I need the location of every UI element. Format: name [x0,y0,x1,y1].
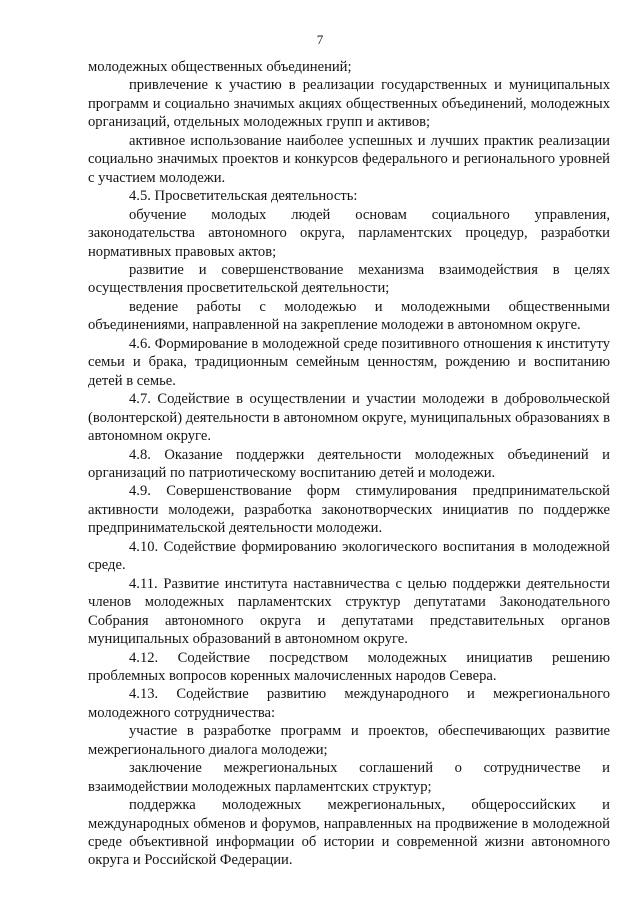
paragraph: поддержка молодежных межрегиональных, общероссийских и международных обменов и форумов, направленных на продвижение в молодежной среде объективной информации об истории и современной жизни автономного округа и Российской Федерации. [88,797,610,869]
page-number: 7 [316,32,324,47]
paragraph: 4.13. Содействие развитию международного и межрегионального молодежного сотрудничества: [88,686,610,721]
paragraph: развитие и совершенствование механизма взаимодействия в целях осуществления просветительской деятельности; [88,261,610,297]
paragraph: 4.12. Содействие посредством молодежных инициатив решению проблемных вопросов коренных малочисленных народов Севера. [88,649,610,684]
document-body [88,58,610,870]
paragraph: ведение работы с молодежью и молодежными общественными объединениями, направленной на закрепление молодежи в автономном округе. [88,298,610,334]
paragraph: 4.7. Содействие в осуществлении и участии молодежи в добровольческой (волонтерской) деятельности в автономном округе, муниципальных образованиях в автономном округе. [88,391,610,445]
paragraph: заключение межрегиональных соглашений о сотрудничестве и взаимодействии молодежных парламентских структур; [88,760,610,795]
paragraph: 4.9. Совершенствование форм стимулирования предпринимательской активности молодежи, разработка законотворческих инициатив по поддержке предпринимательской деятельности молодежи. [88,483,610,537]
paragraph: 4.6. Формирование в молодежной среде позитивного отношения к институту семьи и брака, традиционным семейным ценностям, рождению и воспитанию детей в семье. [88,335,610,389]
paragraph: активное использование наиболее успешных и лучших практик реализации социально значимых проектов и конкурсов федерального и регионального уровней с участием молодежи. [88,132,610,186]
paragraph: молодежных общественных объединений; [88,59,352,75]
paragraph: привлечение к участию в реализации государственных и муниципальных программ и социально значимых акциях общественных объединений, молодежных организаций, отдельных молодежных групп и активов; [88,77,610,131]
paragraph: обучение молодых людей основам социального управления, законодательства автономного округа, парламентских процедур, разработки нормативных правовых актов; [88,206,610,260]
paragraph: участие в разработке программ и проектов, обеспечивающих развитие межрегионального диалога молодежи; [88,723,610,758]
paragraph: 4.11. Развитие института наставничества с целью поддержки деятельности членов молодежных парламентских структур депутатами Законодательного Собрания автономного округа и депутатами представительных органов муниципальных образований в автономном округе. [88,575,610,648]
paragraph: 4.8. Оказание поддержки деятельности молодежных объединений и организаций по патриотическому воспитанию детей и молодежи. [88,446,610,481]
paragraph: 4.10. Содействие формированию экологического воспитания в молодежной среде. [88,538,610,574]
paragraph: 4.5. Просветительская деятельность: [129,188,358,205]
